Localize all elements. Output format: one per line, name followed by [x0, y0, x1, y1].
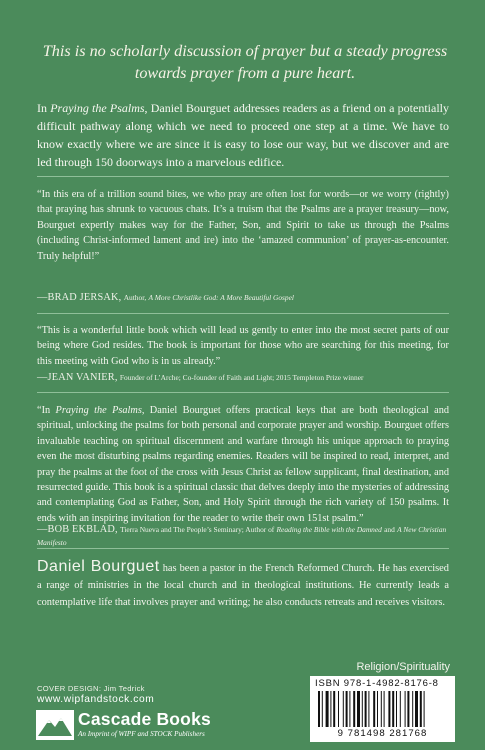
isbn-barcode-box [310, 676, 455, 742]
endorsement-attribution-2 [37, 371, 449, 384]
endorser-work-2: A New Christian Manifesto [37, 525, 447, 547]
divider [37, 313, 449, 314]
quote-book-title: Praying the Psalms [55, 405, 142, 416]
category-label: Religion/Spirituality [356, 661, 450, 673]
publisher-logo [36, 707, 236, 745]
endorser-role: Author, [123, 293, 147, 302]
publisher-website: www.wipfandstock.com [37, 694, 155, 705]
barcode-icon [318, 691, 448, 727]
cover-design-credit: COVER DESIGN: Jim Tedrick [37, 684, 145, 693]
endorsement-attribution-3 [37, 523, 449, 549]
quote-prefix: “In [37, 405, 56, 416]
endorser-name: —BOB EKBLAD, [37, 524, 118, 535]
intro-text: , Daniel Bourguet addresses readers as a friend on a potentially difficult pathway along which we need to proceed one step at a time. We have to know exactly where we are since it is easy to lose our way, but we discover and are led through 150 doorways into a marvelous edifice. [37, 101, 450, 169]
author-name: Daniel Bourguet [37, 558, 160, 575]
publisher-imprint: An Imprint of WIPF and STOCK Publishers [78, 730, 205, 738]
endorser-work: Reading the Bible with the Damned [276, 525, 382, 534]
endorser-name: —BRAD JERSAK, [37, 292, 122, 303]
barcode-digits: 9 781498 281768 [337, 728, 428, 739]
divider [37, 392, 449, 393]
tagline: This is no scholarly discussion of prayer but a steady progress towards prayer from a pure heart. [42, 42, 448, 82]
endorsement-attribution-1 [37, 291, 449, 304]
divider [37, 176, 449, 177]
intro-book-title: Praying the Psalms [50, 101, 145, 115]
isbn-label: ISBN 978-1-4982-8176-8 [315, 678, 439, 689]
intro-paragraph [37, 99, 449, 171]
publisher-name: Cascade Books [78, 709, 211, 729]
author-bio [37, 558, 449, 611]
endorser-work: A More Christlike God: A More Beautiful Gospel [148, 293, 294, 302]
intro-prefix: In [37, 101, 51, 115]
endorsement-quote-3 [37, 403, 449, 526]
endorser-role: Tierra Nueva and The People’s Seminary; Author of [120, 525, 275, 534]
divider [37, 548, 449, 549]
endorsement-quote-1: “In this era of a trillion sound bites, we who pray are often lost for words—or we worry (rightly) that praying has shrunk to vacuous chats. It’s a truism that the Psalms are a prayer treasury—now, Bourguet expertly makes way for the Father, Son, and Spirit to take us through the Psalms (including Christ-informed lament and ire) into the ‘amazed communion’ of prayer-as-encounter. Truly helpful!” [37, 189, 449, 262]
endorsement-quote-2: “This is a wonderful little book which will lead us gently to enter into the most secret parts of our being where God resides. The book is important for those who are searching for this meeting, for this meeting with God who is in us already.” [37, 325, 449, 367]
endorser-role: Founder of L’Arche; Co-founder of Faith and Light; 2015 Templeton Prize winner [119, 373, 364, 382]
mountain-logo-icon [36, 710, 74, 740]
endorser-name: —JEAN VANIER, [37, 372, 118, 383]
endorser-role-connector: and [384, 525, 395, 534]
quote-text: , Daniel Bourguet offers practical keys that are both theological and spiritual, unlocking the psalms for both personal and corporate prayer and worship. Bourguet offers invaluable teaching on spiritual discernment and warfare through his unique approach to praying even the most disturbing psalms regarding enemies. Readers will be inspired to read, interpret, and pray the psalms at the foot of the cross with Jesus Christ as fellow supplicant, final destination, and resurrected guide. This book is a spiritual classic that delves deeply into the mysteries of addressing and contemplating God as Father, Son, and Holy Spirit through the rich variety of 150 psalms. It ends with an inspiring invitation for the reader to write their own 151st psalm.” [37, 405, 449, 524]
author-bio-text: has been a pastor in the French Reformed Church. He has exercised a range of ministries in the local church and in theological institutions. He currently leads a contemplative life that involves prayer and writing; he also conducts retreats and receives visitors. [37, 563, 449, 608]
